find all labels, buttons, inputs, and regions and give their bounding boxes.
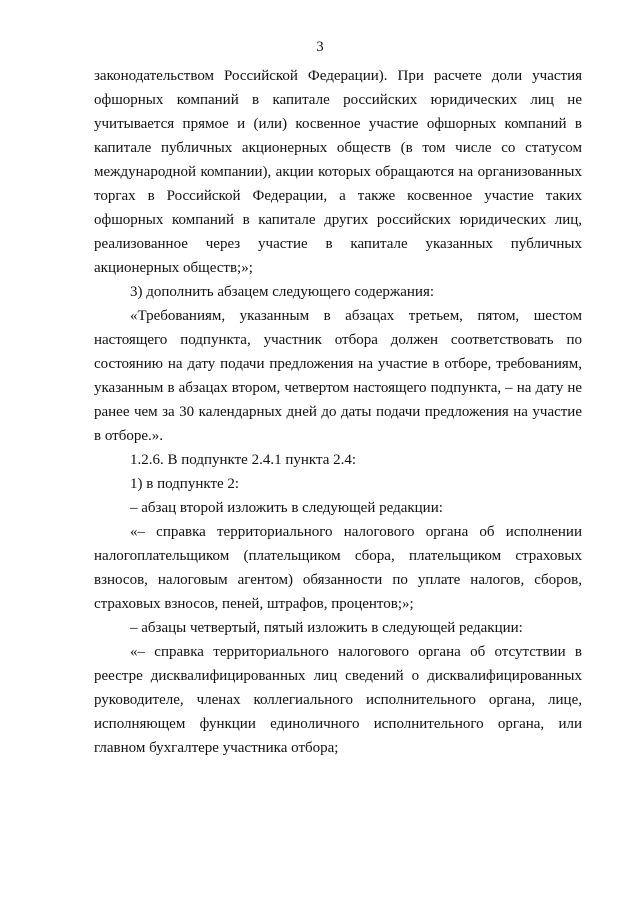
paragraph-offshore-capital: законодательством Российской Федерации). При расчете доли участия офшорных компаний в капитале российских юридических лиц не учитывается прямое и (или) косвенное участие офшорных компаний в капитале публичных акционерных обществ (в том числе со статусом международной компании), акции которых обращаются на организованных торгах в Российской Федерации, а также косвенное участие таких офшорных компаний в капитале других российских юридических лиц, реализованное через участие в капитале указанных публичных акционерных обществ;»; [94,68,582,276]
paragraph-section-heading: 1.2.6. В подпункте 2.4.1 пункта 2.4: [130,452,357,468]
paragraph-second-clause: – абзац второй изложить в следующей редакции: [130,500,443,516]
paragraph-tax-certificate: «– справка территориального налогового органа об исполнении налогоплательщиком (плательщиком сбора, плательщиком страховых взносов, налоговым агентом) обязанности по уплате налогов, сборов, страховых взносов, пеней, штрафов, процентов;»; [94,524,582,612]
page-number: 3 [316,39,324,55]
document-body [94,64,582,760]
paragraph-subclause-2: 1) в подпункте 2: [130,476,240,492]
paragraph-requirements: «Требованиям, указанным в абзацах третьем, пятом, шестом настоящего подпункта, участник отбора должен соответствовать по состоянию на дату подачи предложения на участие в отборе, требованиям, указанным в абзацах втором, четвертом настоящего подпункта, – на дату не ранее чем за 30 календарных дней до даты подачи предложения на участие в отборе.». [94,308,582,444]
paragraph-fourth-fifth-clauses: – абзацы четвертый, пятый изложить в следующей редакции: [130,620,523,636]
paragraph-add-clause: 3) дополнить абзацем следующего содержания: [130,284,435,300]
paragraph-disqualified-registry: «– справка территориального налогового органа об отсутствии в реестре дисквалифицированных лиц сведений о дисквалифицированных руководителе, членах коллегиального исполнительного органа, лице, исполняющем функции единоличного исполнительного органа, или главном бухгалтере участника отбора; [94,644,582,756]
